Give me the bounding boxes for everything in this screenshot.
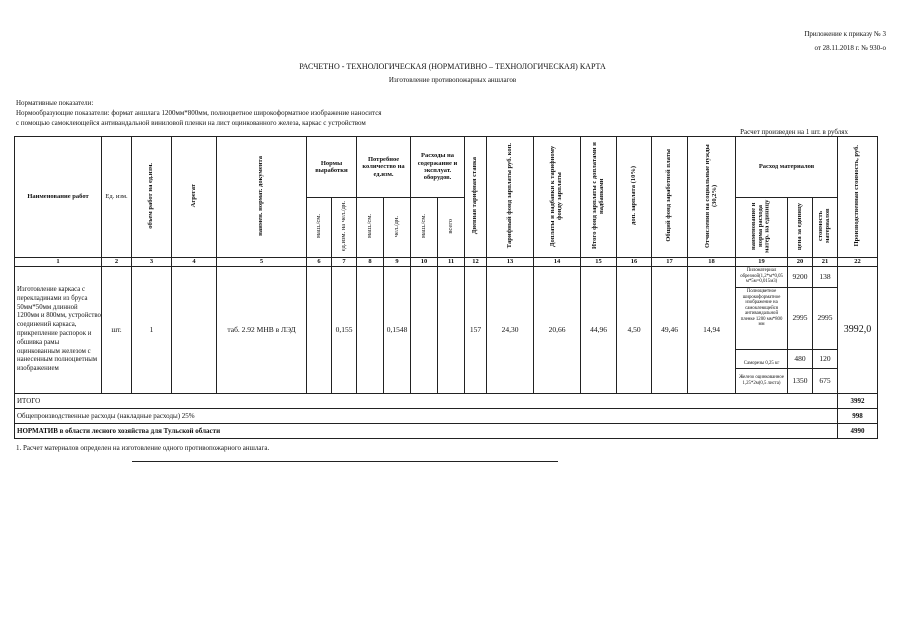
material-cost: 2995 [813,288,838,350]
header-need: Потребное количество на ед.изм. [357,137,411,198]
col-num: 1 [15,258,102,267]
header-surcharges: Доплаты и надбавки к тарифному фонду зарплаты [534,137,581,258]
material-name: Саморезы 0,25 кг [736,350,788,369]
column-number-row [15,258,878,267]
header-volume: объем работ на ед.изм. [132,137,172,258]
row-document: таб. 2.92 МНВ в ЛЭД [217,267,307,394]
sub-header-9: чел./дн. [384,198,411,258]
total-label: ИТОГО [15,394,838,409]
row-production-cost: 3992,0 [838,267,878,394]
col-num: 8 [357,258,384,267]
col-num: 2 [102,258,132,267]
col-num: 14 [534,258,581,267]
header-general-fund: Общий фонд заработной платы [652,137,688,258]
header-aggregate: Агрегат [172,137,217,258]
row-volume: 1 [132,267,172,394]
order-reference: от 28.11.2018 г. № 930-о [814,44,886,52]
header-production-cost: Производственная стоимость, руб. [838,137,878,258]
row-c12: 157 [465,267,487,394]
col-num: 6 [307,258,332,267]
sub-header-8: маш./см. [357,198,384,258]
row-c8 [357,267,384,394]
sub-header-21: стоимость материалов [813,198,838,258]
col-num: 3 [132,258,172,267]
sub-header-10: маш./см. [411,198,438,258]
sub-header-20: цена за единицу [788,198,813,258]
signature-line [132,461,558,462]
material-cost: 138 [813,267,838,288]
total-value: 3992 [838,394,878,409]
intro-line-2: Нормообразующие показатели: формат аншлага 1200мм*800мм, полноцветное широкоформатное изображение наносится [16,109,382,117]
material-price: 480 [788,350,813,369]
col-num: 7 [332,258,357,267]
header-work-name: Наименование работ [15,137,102,258]
document-title: РАСЧЕТНО - ТЕХНОЛОГИЧЕСКАЯ (НОРМАТИВНО – ТЕХНОЛОГИЧЕСКАЯ) КАРТА [299,62,606,71]
row-c11 [438,267,465,394]
col-num: 22 [838,258,878,267]
header-tariff-fund: Тарифный фонд зарплаты руб. коп. [487,137,534,258]
col-num: 9 [384,258,411,267]
intro-line-1: Нормативные показатели: [16,99,94,107]
row-c13: 24,30 [487,267,534,394]
material-cost: 675 [813,369,838,394]
col-num: 16 [617,258,652,267]
material-name: Полноцветное широкоформатное изображение на самоклеющейся антивандальной пленке 1200 мм*800 мм [736,288,788,350]
overhead-row [15,409,878,424]
total-row [15,394,878,409]
document-subtitle: Изготовление противопожарных аншлагов [388,76,517,84]
row-unit: шт. [102,267,132,394]
material-price: 2995 [788,288,813,350]
sub-header-19: наименование и норма расхода матер. на единицу [736,198,788,258]
col-num: 4 [172,258,217,267]
col-num: 5 [217,258,307,267]
header-extra-pay: доп. зарплата (10%) [617,137,652,258]
col-num: 19 [736,258,788,267]
row-c15: 44,96 [581,267,617,394]
col-num: 12 [465,258,487,267]
col-num: 17 [652,258,688,267]
row-c16: 4,50 [617,267,652,394]
footnote: 1. Расчет материалов определен на изготовление одного противопожарного аншлага. [16,444,270,452]
material-price: 9200 [788,267,813,288]
normative-row [15,424,878,439]
col-num: 11 [438,258,465,267]
row-c6 [307,267,332,394]
header-costs: Расходы на содержание и эксплуат. оборудов. [411,137,465,198]
sub-header-7: ед.изм. на чел./дн. [332,198,357,258]
header-total-fund: Итого фонд зарплаты с доплатами и надбавками [581,137,617,258]
row-c17: 49,46 [652,267,688,394]
sub-header-6: маш./см. [307,198,332,258]
material-name: Железо оцинкованное 1,25*2м(0,5 листа) [736,369,788,394]
header-norms: Нормы выработки [307,137,357,198]
row-aggregate [172,267,217,394]
col-num: 20 [788,258,813,267]
row-c18: 14,94 [688,267,736,394]
overhead-value: 998 [838,409,878,424]
header-doc: наимен. нормат. документа [217,137,307,258]
appendix-label: Приложение к приказу № 3 [804,30,886,38]
col-num: 21 [813,258,838,267]
intro-line-3: с помощью самоклеющейся антивандальной виниловой пленки на лист оцинкованного железа, каркас с устройством [16,119,366,127]
header-daily-rate: Дневная тарифная ставка [465,137,487,258]
material-name: Пиломатериал обрезной(1,2*м*0,05 м*5м=0,015м3) [736,267,788,288]
header-materials: Расход материалов [736,137,838,198]
work-description: Изготовление каркаса с перекладинами из бруса 50мм*50мм длинной 1200мм и 800мм, устройство соединений каркаса, прикрепление распорок и обшивка рамы оцинкованным железом с нанесенным полноцветным изображением [15,267,102,394]
col-num: 15 [581,258,617,267]
row-c9: 0,1548 [384,267,411,394]
calculation-note: Расчет произведен на 1 шт. в рублях [740,128,848,136]
sub-header-11: всего [438,198,465,258]
overhead-label: Общепроизводственные расходы (накладные расходы) 25% [15,409,838,424]
norm-table [14,136,878,439]
col-num: 10 [411,258,438,267]
col-num: 18 [688,258,736,267]
normative-label: НОРМАТИВ в области лесного хозяйства для Тульской области [15,424,838,439]
header-unit: Ед. изм. [102,137,132,258]
normative-value: 4990 [838,424,878,439]
row-c14: 20,66 [534,267,581,394]
row-c7: 0,155 [332,267,357,394]
header-social: Отчисления на социальные нужды (30,2%) [688,137,736,258]
row-c10 [411,267,438,394]
material-cost: 120 [813,350,838,369]
col-num: 13 [487,258,534,267]
material-price: 1350 [788,369,813,394]
table-row [15,267,878,288]
